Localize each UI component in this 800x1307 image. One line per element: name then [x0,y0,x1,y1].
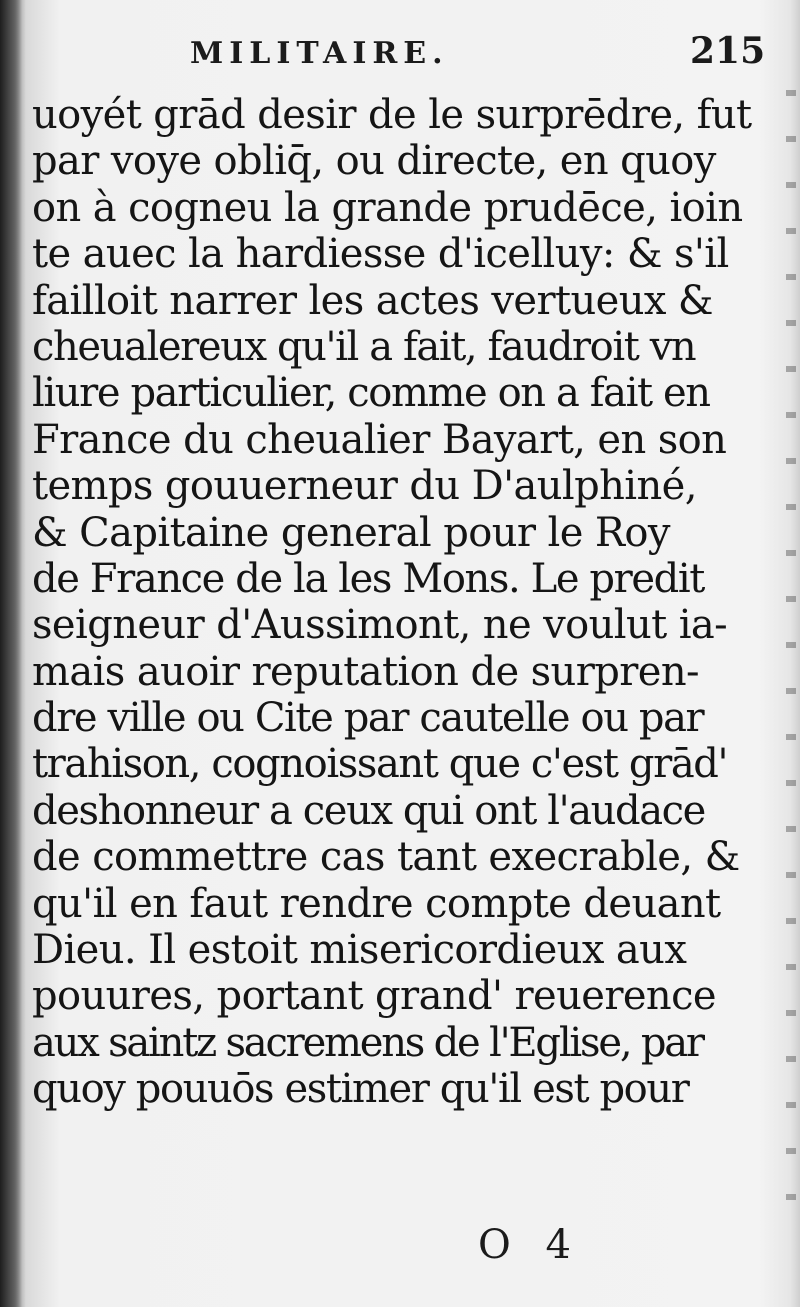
text-line: deshonneur a ceux qui ont l'audace [32,787,705,834]
text-line: aux saintz sacremens de l'Eglise, par [32,1019,703,1066]
text-line: temps gouuerneur du D'aulphiné, [32,463,697,510]
text-line: te auec la hardiesse d'icelluy: & s'il [32,231,729,278]
text-line: France du cheualier Bayart, en son [32,416,727,463]
text-line: & Capitaine general pour le Roy [32,509,670,556]
binding-gutter [0,0,22,1307]
text-line: seigneur d'Aussimont, ne voulut ia- [32,602,728,649]
page-number: 215 [690,30,766,72]
text-line: pouures, portant grand' reuerence [32,973,716,1020]
edge-show-through [786,90,796,1240]
signature-mark: O 4 [478,1222,571,1268]
text-line: cheualereux qu'il a fait, faudroit vn [32,323,696,370]
text-line: qu'il en faut rendre compte deuant [32,880,721,927]
text-line: uoyét grād desir de le surprēdre, fut [32,92,752,138]
text-line: par voye obliq̄, ou directe, en quoy [32,138,716,185]
text-line: on à cogneu la grande prudēce, ioin [32,184,743,231]
running-head: MILITAIRE. [190,36,449,71]
text-line: de France de la les Mons. Le predit [32,555,704,602]
text-line: failloit narrer les actes vertueux & [32,277,713,324]
text-line: trahison, cognoissant que c'est grād' [32,741,728,788]
text-line: liure particulier, comme on a fait en [32,370,710,417]
body-text [32,92,752,1113]
text-line: mais auoir reputation de surpren- [32,648,699,695]
text-line: quoy pouuōs estimer qu'il est pour [32,1066,689,1113]
text-line: Dieu. Il estoit misericordieux aux [32,927,687,974]
text-line: de commettre cas tant execrable, & [32,834,740,881]
text-line: dre ville ou Cite par cautelle ou par [32,695,704,742]
